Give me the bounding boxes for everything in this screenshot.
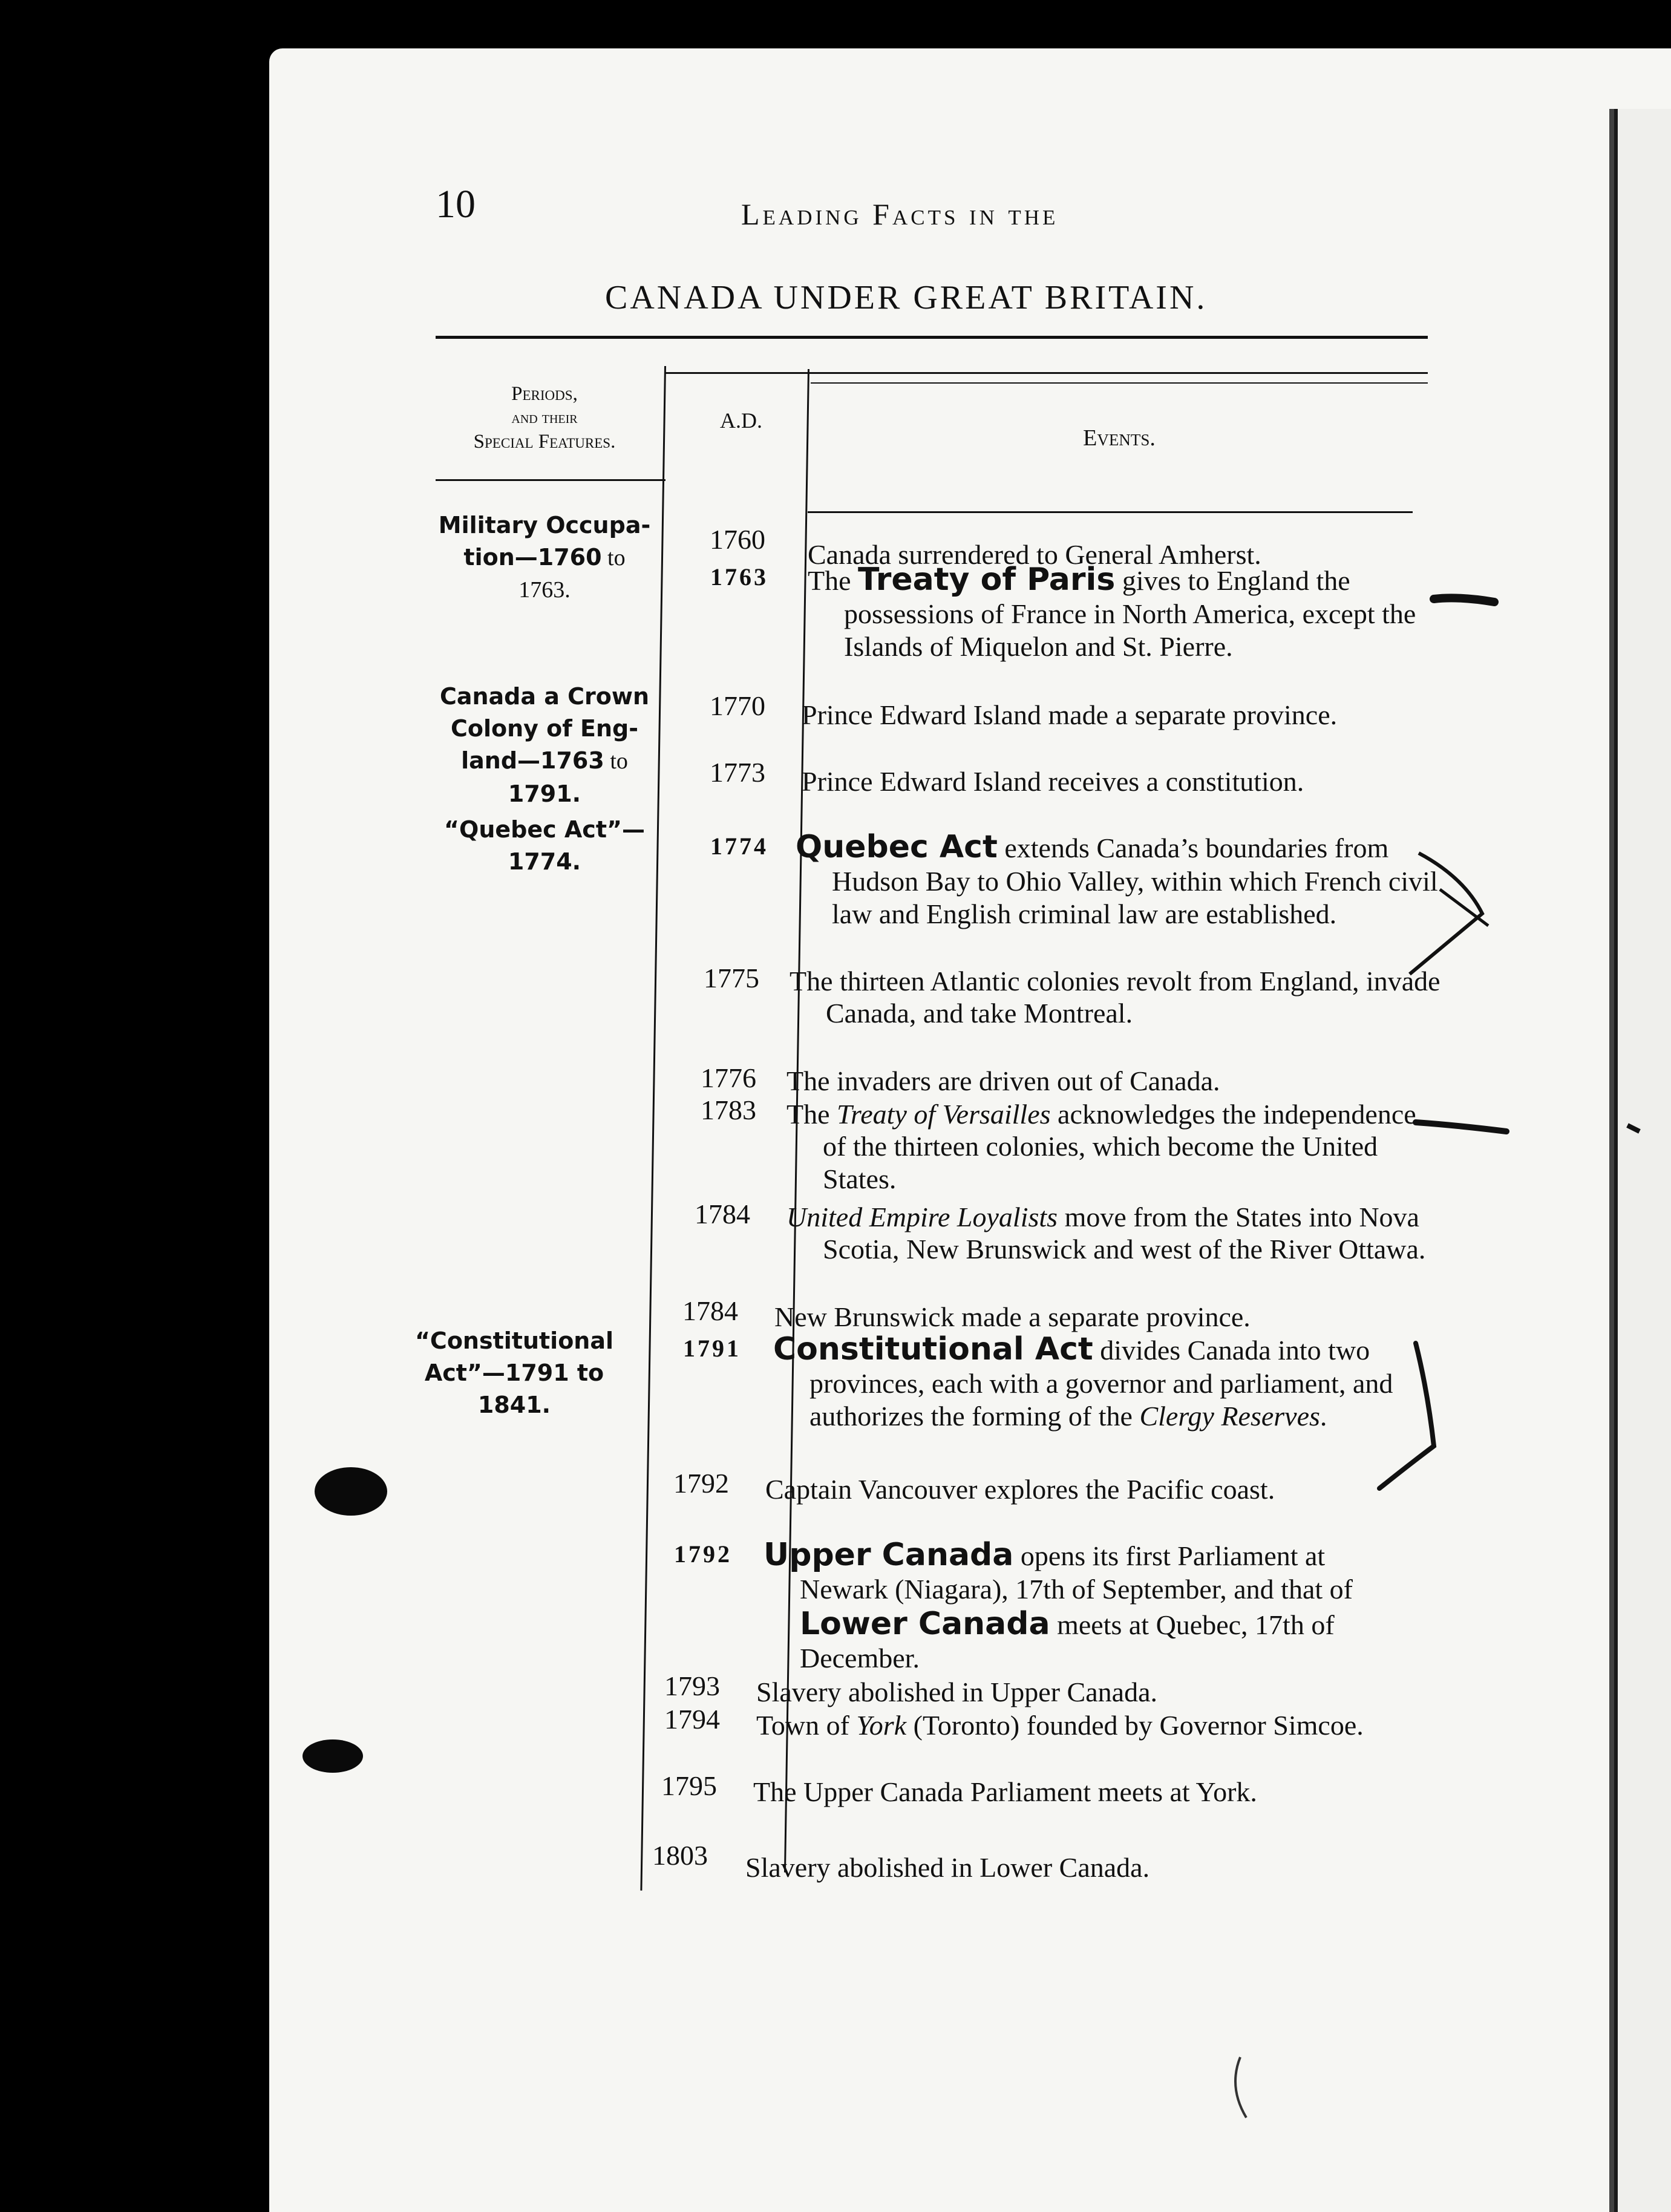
event-1793: Slavery abolished in Upper Canada. (756, 1677, 1157, 1707)
lower-canada: Lower Canada (800, 1605, 1050, 1642)
event-1791: Constitutional Act divides Canada into two provinces, each with a governor and parliament, and authorizes the forming of the Clergy Reserves. (773, 1331, 1393, 1432)
year-1792-vancouver: 1792 (673, 1468, 729, 1499)
ad-column-heading: A.D. (720, 408, 762, 433)
period-constitutional-act: “Constitutional Act”—1791 to 1841. (414, 1327, 614, 1419)
period-crown-colony: Canada a Crown Colony of Eng- land—1763 to 1791. (439, 683, 650, 807)
ink-blot (315, 1467, 387, 1516)
year-1783: 1783 (701, 1095, 756, 1125)
york: York (856, 1710, 907, 1741)
year-1763: 1763 (710, 563, 768, 591)
event-1776: The invaders are driven out of Canada. (786, 1065, 1220, 1096)
event-1795: The Upper Canada Parliament meets at York. (753, 1776, 1257, 1807)
year-1784-new-brunswick: 1784 (682, 1295, 738, 1326)
year-1760: 1760 (710, 524, 765, 555)
year-1795: 1795 (661, 1770, 717, 1801)
ink-blot (302, 1739, 363, 1773)
event-1792-parliament: Upper Canada opens its first Parliament at Newark (Niagara), 17th of September, and that of Lower Canada meets at Quebec, 17th of December. (764, 1537, 1353, 1674)
clergy-reserves: Clergy Reserves (1139, 1400, 1320, 1432)
event-1792-vancouver: Captain Vancouver explores the Pacific coast. (765, 1474, 1275, 1505)
year-1776: 1776 (701, 1062, 756, 1093)
event-1775: The thirteen Atlantic colonies revolt from England, invade Canada, and take Montreal. (790, 966, 1440, 1029)
constitutional-act: Constitutional Act (773, 1331, 1093, 1367)
upper-canada: Upper Canada (764, 1537, 1014, 1573)
running-head: Leading Facts in the (741, 197, 1059, 231)
year-1784-loyalists: 1784 (695, 1199, 750, 1229)
year-1794: 1794 (664, 1704, 720, 1735)
period-military-occupation: Military Occupa- tion—1760 to 1763. (438, 512, 651, 603)
treaty-of-versailles: Treaty of Versailles (837, 1099, 1051, 1130)
year-1774: 1774 (710, 833, 768, 860)
event-1760: Canada surrendered to General Amherst. (808, 539, 1261, 570)
event-1774: Quebec Act extends Canada’s boundaries from Hudson Bay to Ohio Valley, within which French civil law and English criminal law are established. (796, 829, 1438, 929)
event-1783: The Treaty of Versailles acknowledges the independence of the thirteen colonies, which become the United States. (786, 1099, 1416, 1194)
event-1784-new-brunswick: New Brunswick made a separate province. (774, 1301, 1251, 1332)
event-1794: Town of York (Toronto) founded by Governor Simcoe. (756, 1710, 1364, 1741)
united-empire-loyalists: United Empire Loyalists (786, 1202, 1058, 1232)
year-1773: 1773 (710, 757, 765, 788)
page-number: 10 (436, 182, 476, 226)
events-column-heading: Events. (1083, 425, 1156, 451)
event-1803: Slavery abolished in Lower Canada. (745, 1852, 1150, 1883)
event-1784-loyalists: United Empire Loyalists move from the States into Nova Scotia, New Brunswick and west of the River Ottawa. (786, 1202, 1426, 1265)
quebec-act: Quebec Act (796, 829, 998, 865)
event-1770: Prince Edward Island made a separate province. (802, 699, 1338, 730)
event-1763: The Treaty of Paris gives to England the possessions of France in North America, except the Islands of Miquelon and St. Pierre. (808, 561, 1416, 662)
event-1773: Prince Edward Island receives a constitution. (802, 766, 1304, 797)
section-title: CANADA UNDER GREAT BRITAIN. (605, 279, 1208, 316)
year-1803: 1803 (652, 1840, 708, 1871)
period-quebec-act: “Quebec Act”— 1774. (444, 816, 645, 875)
year-1793: 1793 (664, 1670, 720, 1701)
year-1791: 1791 (683, 1335, 741, 1362)
year-1775: 1775 (704, 963, 759, 993)
periods-column-heading: Periods, and their Special Features. (473, 383, 616, 453)
year-1770: 1770 (710, 690, 765, 721)
treaty-of-paris: Treaty of Paris (858, 561, 1116, 598)
year-1792-parliament: 1792 (674, 1540, 732, 1568)
